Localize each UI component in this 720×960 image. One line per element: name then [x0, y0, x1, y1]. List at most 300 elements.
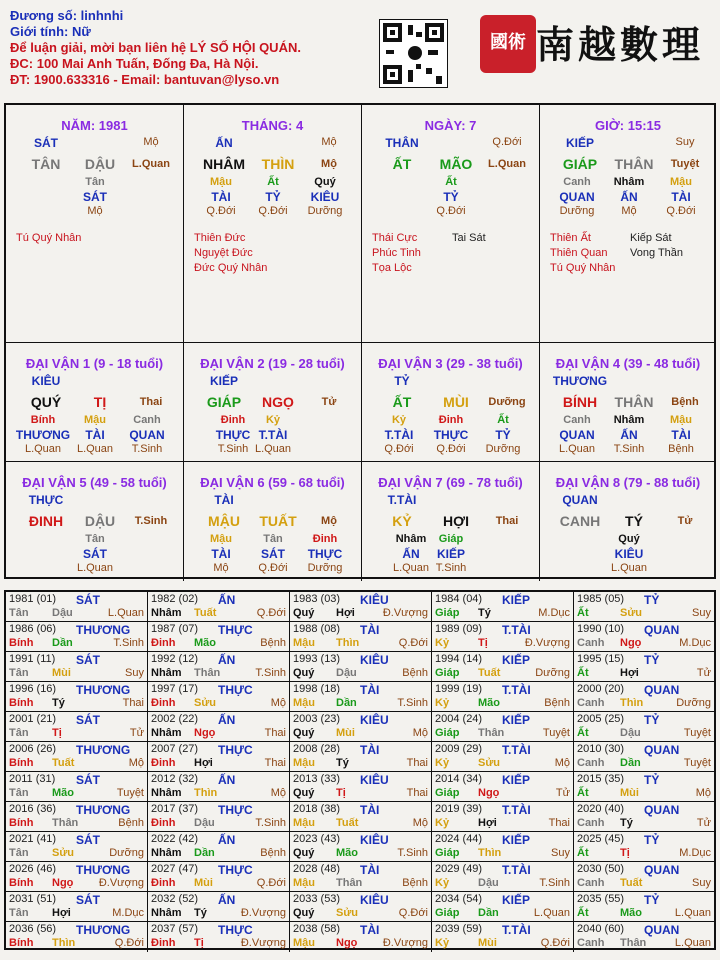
hidden-ten-god: THỰC — [307, 547, 343, 561]
hidden-stem: Nhâm — [613, 176, 645, 188]
year-phase: Thai — [122, 697, 144, 709]
stars-list — [16, 231, 81, 246]
star-name: Thái Cực — [372, 232, 418, 244]
year-phase: Mộ — [412, 817, 428, 829]
hidden-phase: T.Sinh — [131, 443, 163, 455]
year-branch: Mão — [52, 787, 74, 799]
year-phase: M.Dục — [112, 907, 144, 919]
year-branch: Thìn — [194, 787, 218, 799]
year-phase: Suy — [692, 607, 711, 619]
hidden-phase: L.Quan — [392, 562, 430, 574]
year-phase: Bệnh — [402, 667, 428, 679]
year-label: 2005 (25) — [577, 713, 625, 725]
star-name: Đức Quý Nhân — [194, 262, 268, 274]
ten-god-label: TÀI — [214, 493, 234, 507]
year-phase: Dưỡng — [676, 697, 711, 709]
cell-title: ĐẠI VẬN 4 (39 - 48 tuổi) — [555, 356, 701, 371]
year-cell — [574, 922, 714, 952]
luck-cell — [540, 462, 716, 581]
ten-god-label: THỰC — [28, 493, 64, 507]
year-label: 1992 (12) — [151, 653, 199, 665]
year-stem: Kỷ — [435, 697, 450, 709]
year-stem: Ất — [577, 727, 589, 739]
year-phase: Q.Đới — [256, 877, 286, 889]
year-ten-god: TÀI — [360, 803, 380, 817]
hidden-ten-god: KIẾP — [436, 547, 465, 561]
year-cell — [148, 892, 290, 922]
hidden-ten-god: THƯƠNG — [15, 428, 71, 442]
hidden-ten-god: KIÊU — [614, 547, 644, 561]
year-branch: Hợi — [194, 757, 213, 769]
hidden-stem: Canh — [563, 414, 591, 426]
year-ten-god: KIÊU — [360, 713, 389, 727]
luck-cell — [184, 462, 362, 581]
year-branch: Tị — [52, 727, 62, 739]
ten-god-label: QUAN — [562, 493, 598, 507]
hidden-phase: Bệnh — [668, 443, 694, 455]
earthly-branch: MÙI — [443, 394, 469, 410]
year-label: 2012 (32) — [151, 773, 199, 785]
hidden-stem: Đinh — [220, 414, 246, 426]
year-branch: Dần — [620, 757, 641, 769]
year-ten-god: SÁT — [76, 593, 100, 607]
year-cell — [574, 652, 714, 682]
year-ten-god: QUAN — [644, 863, 680, 877]
year-ten-god: KIÊU — [360, 773, 389, 787]
year-branch: Sửu — [620, 607, 643, 619]
hidden-stem: Canh — [563, 176, 591, 188]
hidden-phase: Q.Đới — [666, 205, 696, 217]
year-branch: Hợi — [478, 817, 497, 829]
year-branch: Tị — [620, 847, 630, 859]
cell-title: GIỜ: 15:15 — [594, 118, 661, 133]
year-cell — [432, 712, 574, 742]
year-ten-god: SÁT — [76, 833, 100, 847]
year-ten-god: TÀI — [360, 683, 380, 697]
year-label: 2024 (44) — [435, 833, 483, 845]
year-label: 2006 (26) — [9, 743, 57, 755]
heavenly-stem: GIÁP — [206, 394, 242, 410]
year-stem: Đinh — [151, 937, 176, 949]
year-cell — [432, 922, 574, 952]
year-cell — [432, 592, 574, 622]
hidden-ten-god: QUAN — [559, 190, 595, 204]
year-cell — [432, 802, 574, 832]
year-stem: Nhâm — [151, 607, 182, 619]
heavenly-stem: TÂN — [31, 156, 61, 172]
year-cell — [290, 652, 432, 682]
year-phase: Đ.Vượng — [524, 637, 570, 649]
ten-god-label: SÁT — [34, 136, 58, 150]
year-label: 2013 (33) — [293, 773, 341, 785]
branch-phase: Tử — [321, 396, 337, 408]
year-ten-god: T.TÀI — [502, 803, 531, 817]
year-cell — [148, 622, 290, 652]
year-stem: Tân — [9, 727, 29, 739]
year-ten-god: TÀI — [360, 863, 380, 877]
year-ten-god: ẤN — [218, 893, 236, 907]
hidden-phase: Dưỡng — [485, 443, 521, 455]
year-branch: Ngọ — [478, 787, 500, 799]
year-stem: Bính — [9, 637, 34, 649]
year-phase: M.Dục — [679, 847, 711, 859]
year-cell — [6, 652, 148, 682]
branch-phase: Mộ — [321, 515, 337, 527]
year-branch: Thân — [194, 667, 221, 679]
year-stem: Quý — [293, 727, 315, 739]
year-label: 1991 (11) — [9, 653, 56, 665]
hidden-stem: Kỷ — [391, 414, 407, 426]
hidden-stem: Ất — [267, 176, 279, 188]
year-cell — [574, 742, 714, 772]
year-cell — [6, 862, 148, 892]
stars-list — [550, 231, 615, 276]
year-branch: Mão — [478, 697, 500, 709]
year-stem: Bính — [9, 817, 34, 829]
year-stem: Tân — [9, 667, 29, 679]
year-stem: Mậu — [293, 637, 315, 649]
year-ten-god: THƯƠNG — [76, 803, 131, 817]
stem-phase: Q.Đới — [492, 136, 522, 148]
year-stem: Tân — [9, 607, 29, 619]
year-phase: Mộ — [270, 787, 286, 799]
pillars-grid — [4, 103, 716, 579]
hidden-ten-god: ẤN — [620, 428, 638, 442]
year-phase: Mộ — [695, 787, 711, 799]
gender-line: Giới tính: Nữ — [10, 24, 91, 39]
earthly-branch: TÝ — [625, 513, 643, 529]
heavenly-stem: ẤT — [392, 156, 412, 172]
year-branch: Sửu — [336, 907, 359, 919]
cell-title: ĐẠI VẬN 3 (29 - 38 tuổi) — [378, 356, 523, 371]
year-branch: Mùi — [478, 937, 497, 949]
star-name: Nguyệt Đức — [194, 247, 253, 259]
earthly-branch: TỊ — [93, 394, 107, 410]
earthly-branch: TUẤT — [259, 513, 297, 529]
year-stem: Ất — [577, 787, 589, 799]
year-label: 2007 (27) — [151, 743, 199, 755]
year-stem: Giáp — [435, 727, 460, 739]
year-cell — [432, 652, 574, 682]
hidden-phase: T.Sinh — [217, 443, 249, 455]
year-label: 2038 (58) — [293, 923, 341, 935]
year-cell — [574, 772, 714, 802]
hidden-ten-god: ẤN — [620, 190, 638, 204]
ten-god-label: THÂN — [385, 136, 419, 150]
year-stem: Đinh — [151, 877, 176, 889]
year-stem: Canh — [577, 817, 605, 829]
year-branch: Tý — [620, 817, 633, 829]
hidden-ten-god: SÁT — [83, 190, 107, 204]
year-label: 2014 (34) — [435, 773, 483, 785]
year-branch: Sửu — [194, 697, 217, 709]
year-cell — [574, 892, 714, 922]
year-cell — [290, 862, 432, 892]
year-cell — [574, 622, 714, 652]
year-stem: Đinh — [151, 757, 176, 769]
year-branch: Mão — [620, 907, 642, 919]
year-ten-god: T.TÀI — [502, 923, 531, 937]
star-name: Tú Quý Nhân — [16, 232, 82, 244]
year-stem: Kỷ — [435, 757, 450, 769]
heavenly-stem: BÍNH — [562, 394, 598, 410]
year-phase: Bệnh — [260, 847, 286, 859]
year-ten-god: T.TÀI — [502, 623, 531, 637]
year-label: 2018 (38) — [293, 803, 341, 815]
year-ten-god: KIÊU — [360, 833, 389, 847]
year-ten-god: TÀI — [360, 923, 380, 937]
year-phase: Tử — [129, 727, 144, 739]
hidden-stem: Tân — [85, 533, 105, 545]
hidden-stem: Mậu — [210, 176, 232, 188]
year-branch: Mão — [194, 637, 216, 649]
year-cell — [148, 832, 290, 862]
year-ten-god: QUAN — [644, 683, 680, 697]
hidden-phase: L.Quan — [24, 443, 62, 455]
year-label: 2033 (53) — [293, 893, 341, 905]
year-branch: Tý — [336, 757, 349, 769]
year-phase: Thai — [548, 817, 570, 829]
year-phase: Bệnh — [118, 817, 144, 829]
year-label: 2010 (30) — [577, 743, 625, 755]
year-label: 2023 (43) — [293, 833, 341, 845]
year-stem: Kỷ — [435, 877, 450, 889]
year-cell — [148, 742, 290, 772]
name-line: Đương số: linhnhi — [10, 8, 124, 23]
year-ten-god: SÁT — [76, 653, 100, 667]
year-stem: Kỷ — [435, 637, 450, 649]
year-stem: Canh — [577, 757, 605, 769]
year-ten-god: TỶ — [644, 833, 660, 847]
year-ten-god: THƯƠNG — [76, 623, 131, 637]
year-branch: Thìn — [478, 847, 502, 859]
year-branch: Mùi — [52, 667, 71, 679]
hidden-ten-god: THỰC — [433, 428, 469, 442]
year-cell — [6, 682, 148, 712]
year-label: 2036 (56) — [9, 923, 57, 935]
year-stem: Nhâm — [151, 667, 182, 679]
year-label: 2016 (36) — [9, 803, 57, 815]
hidden-ten-god: SÁT — [261, 547, 285, 561]
year-phase: Mộ — [554, 757, 570, 769]
year-ten-god: TỶ — [644, 653, 660, 667]
hidden-phase: T.Sinh — [435, 562, 467, 574]
year-label: 1999 (19) — [435, 683, 483, 695]
stem-phase: Suy — [675, 136, 695, 148]
hidden-ten-god: T.TÀI — [258, 428, 288, 442]
year-stem: Ất — [577, 847, 589, 859]
ten-god-label: THƯƠNG — [552, 374, 608, 388]
earthly-branch: DẬU — [84, 156, 116, 172]
year-phase: Đ.Vượng — [382, 937, 428, 949]
year-ten-god: ẤN — [218, 713, 236, 727]
stars-list — [372, 231, 421, 276]
year-ten-god: ẤN — [218, 773, 236, 787]
year-phase: Đ.Vượng — [98, 877, 144, 889]
year-label: 2030 (50) — [577, 863, 625, 875]
year-phase: Tuyệt — [683, 757, 711, 769]
branch-phase: Tuyệt — [670, 158, 700, 170]
year-branch: Mùi — [620, 787, 639, 799]
year-ten-god: THỰC — [218, 623, 253, 637]
year-phase: L.Quan — [107, 607, 144, 619]
year-cell — [574, 712, 714, 742]
year-stem: Tân — [9, 787, 29, 799]
year-branch: Mùi — [194, 877, 213, 889]
year-stem: Mậu — [293, 817, 315, 829]
qr-code[interactable] — [379, 19, 448, 88]
year-phase: Thai — [264, 727, 286, 739]
hidden-stem: Bính — [30, 414, 56, 426]
year-phase: T.Sinh — [255, 667, 286, 679]
hidden-phase: Dưỡng — [559, 205, 595, 217]
hidden-stem: Kỷ — [265, 414, 281, 426]
logo: 南越數理 — [536, 22, 705, 67]
year-ten-god: ẤN — [218, 833, 236, 847]
year-cell — [148, 802, 290, 832]
star-name: Tú Quý Nhân — [550, 262, 616, 274]
year-stem: Tân — [9, 847, 29, 859]
year-stem: Mậu — [293, 937, 315, 949]
year-label: 2029 (49) — [435, 863, 483, 875]
year-ten-god: THỰC — [218, 683, 253, 697]
red-seal: 國術 — [480, 15, 536, 73]
star-name: Vong Thần — [630, 247, 684, 259]
year-label: 1988 (08) — [293, 623, 341, 635]
year-branch: Dần — [478, 907, 499, 919]
year-branch: Tuất — [52, 757, 75, 769]
hidden-ten-god: TỶ — [495, 428, 511, 442]
year-phase: Thai — [406, 787, 428, 799]
heavenly-stem: GIÁP — [562, 156, 598, 172]
ten-god-label: KIẾP — [565, 136, 594, 150]
branch-phase: L.Quan — [488, 158, 526, 170]
branch-phase: Dưỡng — [488, 396, 526, 408]
pillar-cell — [6, 105, 184, 343]
year-cell — [290, 772, 432, 802]
pillar-cell — [362, 105, 540, 343]
year-branch: Dậu — [478, 877, 499, 889]
year-label: 1995 (15) — [577, 653, 625, 665]
year-label: 2027 (47) — [151, 863, 199, 875]
year-cell — [6, 592, 148, 622]
hidden-phase: Mộ — [213, 562, 229, 574]
year-ten-god: TỶ — [644, 593, 660, 607]
stars-list — [194, 231, 267, 276]
year-phase: T.Sinh — [397, 847, 428, 859]
year-label: 2031 (51) — [9, 893, 57, 905]
year-branch: Tuất — [620, 877, 643, 889]
year-label: 2011 (31) — [9, 773, 56, 785]
cell-title: NGÀY: 7 — [424, 118, 477, 133]
year-label: 2020 (40) — [577, 803, 625, 815]
year-cell — [6, 622, 148, 652]
year-label: 2008 (28) — [293, 743, 341, 755]
year-ten-god: THƯƠNG — [76, 683, 131, 697]
year-branch: Thân — [336, 877, 363, 889]
hidden-ten-god: THỰC — [215, 428, 251, 442]
year-phase: Mộ — [128, 757, 144, 769]
year-stem: Giáp — [435, 847, 460, 859]
cell-title: ĐẠI VẬN 8 (79 - 88 tuổi) — [555, 475, 701, 490]
luck-cell — [362, 462, 540, 581]
year-branch: Thìn — [52, 937, 76, 949]
hidden-ten-god: TÀI — [211, 190, 231, 204]
year-phase: Q.Đới — [256, 607, 286, 619]
year-phase: Q.Đới — [114, 937, 144, 949]
year-label: 1986 (06) — [9, 623, 57, 635]
year-phase: Đ.Vượng — [382, 607, 428, 619]
year-branch: Thân — [478, 727, 505, 739]
year-stem: Quý — [293, 907, 315, 919]
earthly-branch: THÂN — [614, 394, 654, 410]
ten-god-label: KIẾP — [209, 374, 238, 388]
year-phase: Tử — [696, 817, 711, 829]
year-cell — [574, 682, 714, 712]
year-phase: Suy — [551, 847, 570, 859]
year-branch: Hợi — [52, 907, 71, 919]
year-branch: Dần — [52, 637, 73, 649]
year-stem: Quý — [293, 667, 315, 679]
stem-phase: Mộ — [321, 136, 337, 148]
hidden-stem: Quý — [314, 176, 336, 188]
hidden-ten-god: ẤN — [402, 547, 420, 561]
hidden-phase: T.Sinh — [613, 443, 645, 455]
year-ten-god: QUAN — [644, 743, 680, 757]
year-label: 2019 (39) — [435, 803, 483, 815]
year-phase: T.Sinh — [539, 877, 570, 889]
cell-title: ĐẠI VẬN 1 (9 - 18 tuổi) — [25, 356, 164, 371]
year-ten-god: KIẾP — [502, 893, 531, 907]
year-ten-god: TÀI — [360, 623, 380, 637]
heavenly-stem: ẤT — [392, 394, 412, 410]
hidden-stem: Giáp — [438, 533, 464, 545]
contact-line-3: ĐT: 1900.633316 - Email: bantuvan@lyso.vn — [10, 72, 280, 87]
year-phase: Bệnh — [544, 697, 570, 709]
year-branch: Hợi — [336, 607, 355, 619]
year-stem: Bính — [9, 877, 34, 889]
year-stem: Canh — [577, 937, 605, 949]
year-cell — [290, 592, 432, 622]
year-branch: Dần — [194, 847, 215, 859]
year-cell — [148, 862, 290, 892]
year-label: 2022 (42) — [151, 833, 199, 845]
year-stem: Mậu — [293, 697, 315, 709]
year-stem: Đinh — [151, 637, 176, 649]
year-stem: Ất — [577, 607, 589, 619]
year-cell — [432, 682, 574, 712]
year-phase: Tuyệt — [683, 727, 711, 739]
year-branch: Tị — [194, 937, 204, 949]
star-name: Phúc Tinh — [372, 247, 421, 259]
year-phase: Đ.Vượng — [240, 937, 286, 949]
ten-god-label: ẤN — [215, 136, 233, 150]
hidden-ten-god: SÁT — [83, 547, 107, 561]
year-cell — [148, 922, 290, 952]
year-phase: Thai — [406, 757, 428, 769]
year-label: 2003 (23) — [293, 713, 341, 725]
year-ten-god: THƯƠNG — [76, 923, 131, 937]
year-cell — [574, 862, 714, 892]
stars-list-2 — [630, 231, 683, 261]
year-stem: Nhâm — [151, 847, 182, 859]
year-label: 1989 (09) — [435, 623, 483, 635]
year-label: 2004 (24) — [435, 713, 483, 725]
hidden-ten-god: T.TÀI — [384, 428, 414, 442]
year-ten-god: QUAN — [644, 923, 680, 937]
year-phase: Dưỡng — [109, 847, 144, 859]
year-phase: Tử — [555, 787, 570, 799]
